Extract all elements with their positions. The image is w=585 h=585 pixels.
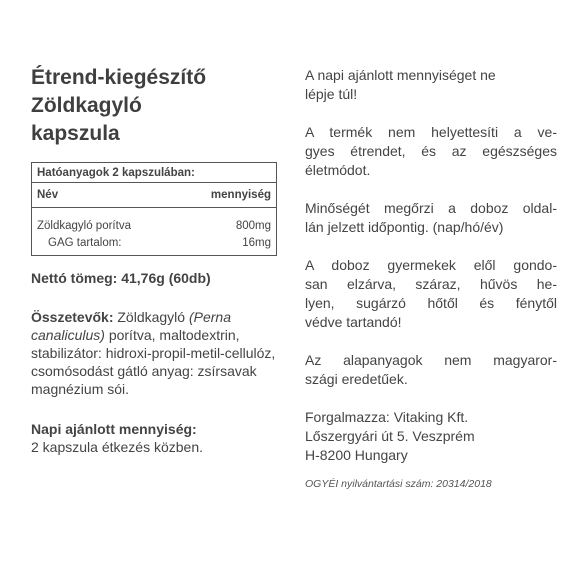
composition-label: Összetevők: [31,309,114,325]
composition [31,308,281,398]
text-line: Forgalmazza: Vitaking Kft. [305,409,469,425]
daily-dose [31,420,281,456]
storage-note [305,256,557,332]
text-line: lán jelzett időpontig. (nap/hó/év) [305,219,504,235]
product-title [31,64,281,148]
registration-number: OGYÉI nyilvántartási szám: 20314/2018 [305,478,492,490]
row-name: GAG tartalom: [48,237,122,249]
text-line: lyen, sugárzó hőtől és fénytől [305,295,557,311]
title-line-3: kapszula [31,122,120,145]
row-name: Zöldkagyló porítva [37,220,131,232]
text-line: védve tartandó! [305,314,402,330]
daily-dose-label: Napi ajánlott mennyiség: [31,421,197,437]
text-line: gyes étrendet, és az egészséges [305,143,557,159]
text-line: Minőségét megőrzi a doboz oldal- [305,200,557,216]
composition-latin-name: (Perna canaliculus) [31,309,231,343]
row-amount: 800mg [235,220,271,232]
text-line: szági eredetűek. [305,371,408,387]
net-weight: Nettó tömeg: 41,76g (60db) [31,270,211,286]
text-line: san elzárva, száraz, hűvös he- [305,276,557,292]
active-ingredients-table [31,162,277,256]
text-line: lépje túl! [305,86,358,102]
composition-text-a: Zöldkagyló [113,309,189,325]
origin-note [305,351,557,389]
text-line: A doboz gyermekek elől gondo- [305,257,557,273]
text-line: Lőszergyári út 5. Veszprém [305,428,475,444]
column-name: Név [37,189,59,201]
right-column [305,66,557,490]
table-row [32,218,276,235]
table-column-headers [32,183,276,208]
text-line: A termék nem helyettesíti a ve- [305,124,557,140]
column-amount: mennyiség [210,189,271,201]
distributor-info [305,408,557,465]
title-line-2: Zöldkagyló [31,94,142,117]
left-column [31,64,281,456]
row-amount: 16mg [242,237,271,249]
table-header: Hatóanyagok 2 kapszulában: [32,163,276,183]
text-line: A napi ajánlott mennyiséget ne [305,67,496,83]
text-line: H-8200 Hungary [305,447,408,463]
composition-text-b: porítva, maltodextrin, stabilizátor: hidroxi-propil-metil-cellulóz, csomósodást gátló anyag: zsírsavak magnézium sói. [31,327,276,397]
title-line-1: Étrend-kiegészítő [31,66,207,89]
text-line: Az alapanyagok nem magyaror- [305,352,557,368]
warning-diet [305,123,557,180]
table-row [32,235,276,252]
daily-dose-text: 2 kapszula étkezés közben. [31,439,203,455]
text-line: életmódot. [305,162,371,178]
best-before-note [305,199,557,237]
warning-dose [305,66,557,104]
